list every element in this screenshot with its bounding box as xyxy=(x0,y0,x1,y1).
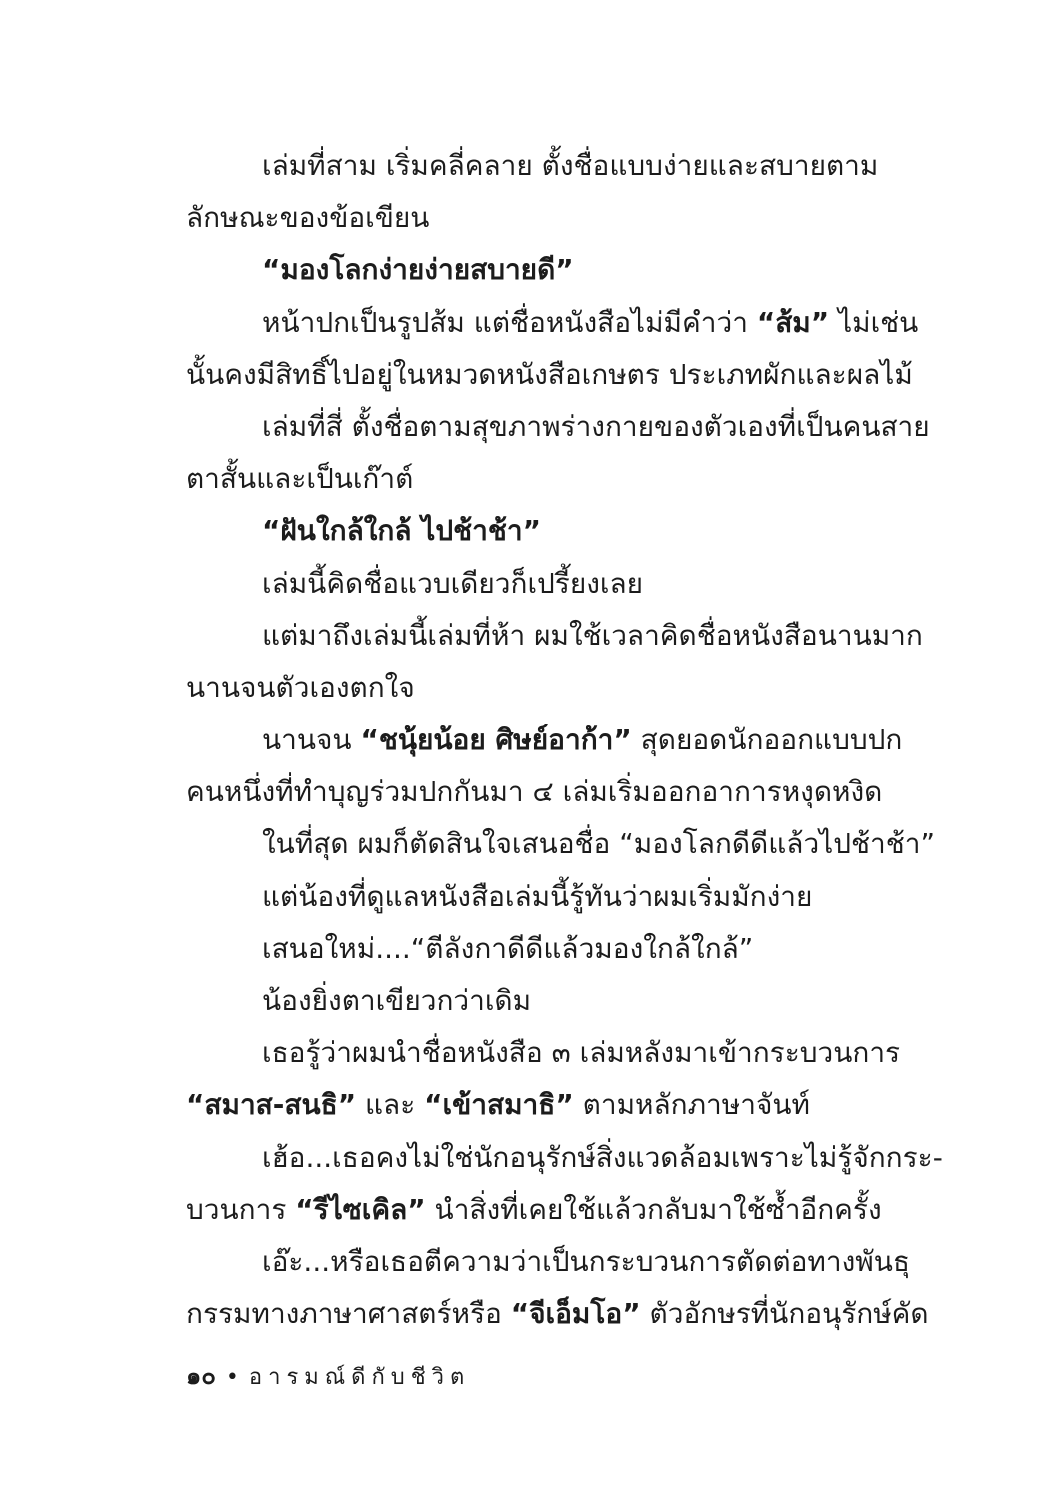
text-line xyxy=(186,871,898,923)
text-run: หน้าปกเป็นรูปส้ม แต่ชื่อหนังสือไม่มีคำว่า xyxy=(262,305,757,339)
text-run: คนหนึ่งที่ทำบุญร่วมปกกันมา ๔ เล่มเริ่มออกอาการหงุดหงิด xyxy=(186,775,883,809)
text-run: เล่มที่สาม เริ่มคลี่คลาย ตั้งชื่อแบบง่ายและสบายตาม xyxy=(262,149,879,182)
text-run: ลักษณะของข้อเขียน xyxy=(186,201,430,235)
emphasis: “เข้าสมาธิ” xyxy=(424,1088,574,1122)
text-line xyxy=(186,1288,929,1340)
text-line xyxy=(186,610,923,662)
text-line xyxy=(186,662,898,714)
text-run: เฮ้อ...เธอคงไม่ใช่นักอนุรักษ์สิ่งแวดล้อมเพราะไม่รู้จักกระ- xyxy=(262,1140,943,1174)
page-footer xyxy=(186,1356,470,1396)
book-title-line xyxy=(186,244,898,296)
text-run: แต่น้องที่ดูแลหนังสือเล่มนี้รู้ทันว่าผมเริ่มมักง่าย xyxy=(262,879,813,913)
text-run: เธอรู้ว่าผมนำชื่อหนังสือ ๓ เล่มหลังมาเข้ากระบวนการ xyxy=(262,1036,901,1070)
text-line xyxy=(186,558,898,610)
text-run: บวนการ xyxy=(186,1192,296,1226)
text-run: ตัวอักษรที่นักอนุรักษ์คัด xyxy=(640,1297,929,1331)
emphasis: “สมาส-สนธิ” xyxy=(186,1088,357,1122)
text-line xyxy=(186,1027,901,1079)
text-line xyxy=(186,1236,910,1288)
text-run: และ xyxy=(356,1088,425,1122)
emphasis: “ชนุ้ยน้อย ศิษย์อาก้า” xyxy=(360,723,632,757)
book-title: “มองโลกง่ายง่ายสบายดี” xyxy=(262,253,574,287)
text-line xyxy=(186,453,898,505)
body-text xyxy=(186,140,943,1340)
text-line xyxy=(186,818,935,870)
page-number: ๑๐ xyxy=(186,1362,216,1390)
text-run: เสนอใหม่....“ตีลังกาดีดีแล้วมองใกล้ใกล้” xyxy=(262,931,754,965)
book-title: “ฝันใกล้ใกล้ ไปช้าช้า” xyxy=(262,514,541,548)
text-run: ตาสั้นและเป็นเก๊าต์ xyxy=(186,462,414,496)
text-line xyxy=(186,1132,943,1184)
emphasis: “ส้ม” xyxy=(756,305,830,339)
text-run: นั้นคงมีสิทธิ์ไปอยู่ในหมวดหนังสือเกษตร ประเภทผักและผลไม้ xyxy=(186,357,913,391)
running-head: อารมณ์ดีกับชีวิต xyxy=(248,1365,471,1390)
text-line xyxy=(186,349,913,401)
text-run: ในที่สุด ผมก็ตัดสินใจเสนอชื่อ “มองโลกดีดีแล้วไปช้าช้า” xyxy=(262,827,935,861)
text-run: นานจน xyxy=(262,723,361,757)
text-line xyxy=(186,401,930,453)
text-run: กรรมทางภาษาศาสตร์หรือ xyxy=(186,1297,511,1331)
emphasis: “รีไซเคิล” xyxy=(295,1192,426,1226)
text-line xyxy=(186,766,898,818)
text-line xyxy=(186,297,919,349)
book-title-line xyxy=(186,505,898,557)
text-line xyxy=(186,975,898,1027)
text-line xyxy=(186,1184,898,1236)
text-run: ไม่เช่น xyxy=(829,305,919,339)
text-run: นำสิ่งที่เคยใช้แล้วกลับมาใช้ซ้ำอีกครั้ง xyxy=(425,1192,882,1226)
text-run: แต่มาถึงเล่มนี้เล่มที่ห้า ผมใช้เวลาคิดชื่อหนังสือนานมาก xyxy=(262,618,923,652)
text-run: เล่มนี้คิดชื่อแวบเดียวก็เปรี้ยงเลย xyxy=(262,566,644,600)
text-run: เล่มที่สี่ ตั้งชื่อตามสุขภาพร่างกายของตัวเองที่เป็นคนสาย xyxy=(262,409,930,443)
text-line xyxy=(186,192,898,244)
emphasis: “จีเอ็มโอ” xyxy=(510,1297,641,1331)
text-run: สุดยอดนักออกแบบปก xyxy=(631,723,903,757)
text-run: น้องยิ่งตาเขียวกว่าเดิม xyxy=(262,984,532,1017)
text-line xyxy=(186,923,898,975)
text-line xyxy=(186,1079,898,1131)
text-run: นานจนตัวเองตกใจ xyxy=(186,670,415,704)
text-run: ตามหลักภาษาจันท์ xyxy=(573,1088,810,1122)
text-line xyxy=(186,714,903,766)
bullet-separator: • xyxy=(225,1365,239,1390)
text-line xyxy=(186,140,898,192)
text-run: เอ๊ะ...หรือเธอตีความว่าเป็นกระบวนการตัดต่อทางพันธุ xyxy=(262,1244,910,1278)
